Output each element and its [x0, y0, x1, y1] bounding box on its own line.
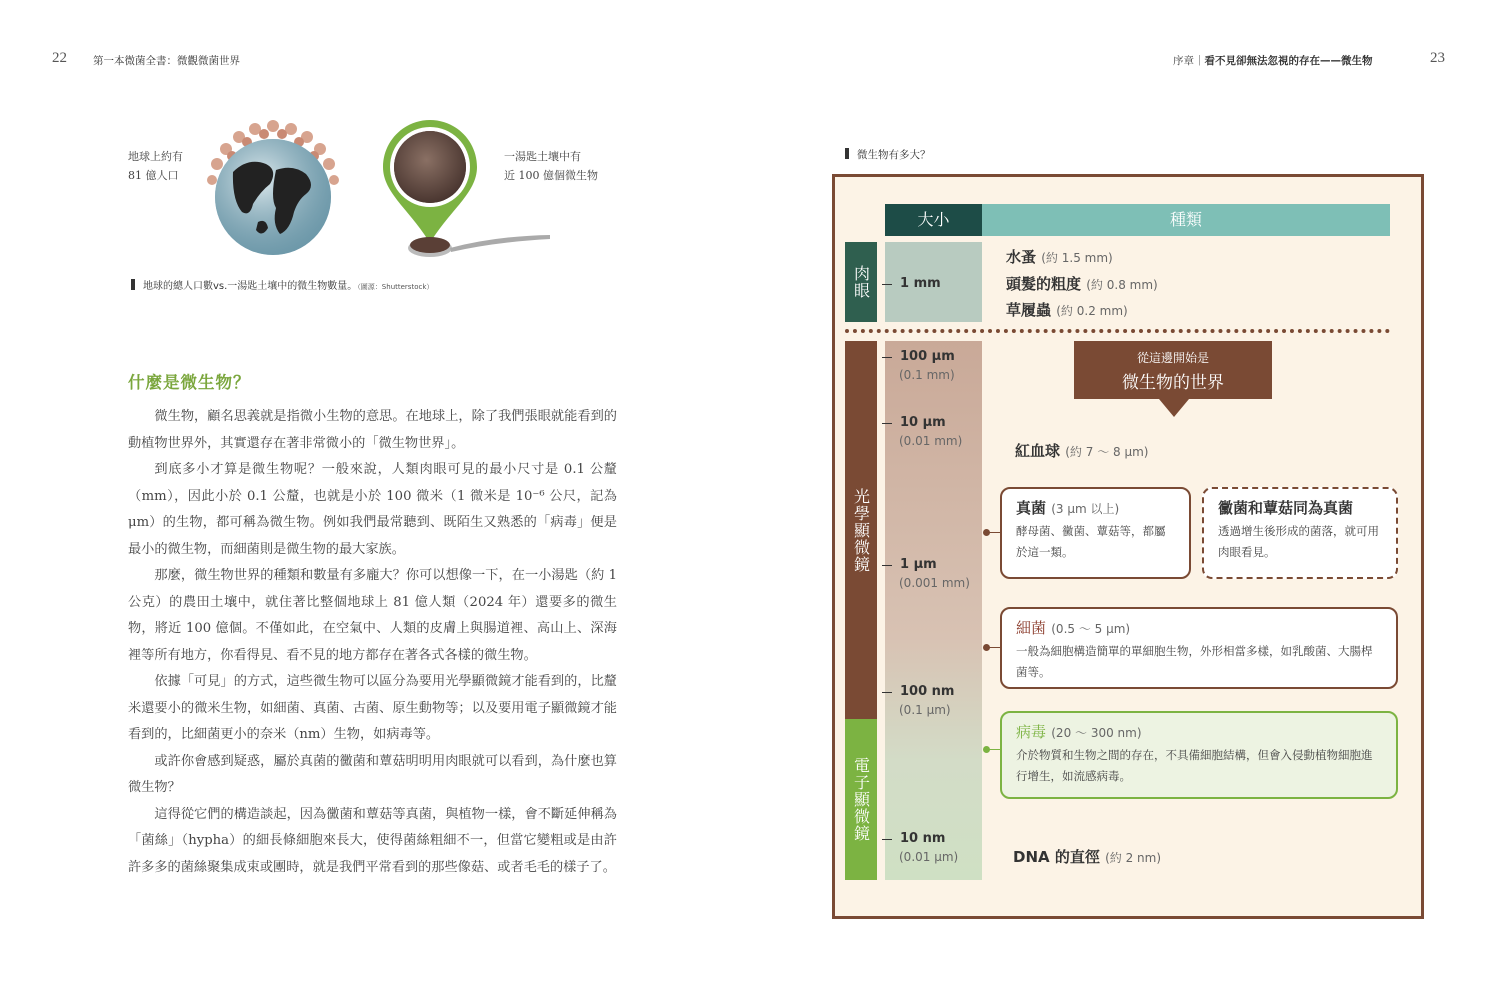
paragraph-3: 那麼，微生物世界的種類和數量有多龐大？你可以想像一下，在一小湯匙（約 1 公克）的農田土壤中，就住著比整個地球上 81 億人類（2024 年）還要多的微生物，將近 100 億個。不僅如此，在空氣中、人類的皮膚上與腸道裡、高山上、深海裡等所有地方，你看得見、看不見的地方都存在著各式各樣的微生物。 — [128, 568, 617, 663]
header-size: 大小 — [885, 204, 982, 236]
tick-mark — [882, 357, 892, 358]
bar-electron-microscope: 電子顯微鏡 — [845, 719, 877, 880]
tick-sub-10um: (0.01 mm) — [899, 434, 963, 448]
population-label — [128, 147, 183, 185]
fungi-title: 真菌 — [1016, 499, 1047, 517]
bacteria-title: 細菌 — [1016, 619, 1047, 637]
section-title: 什麼是微生物？ — [128, 373, 251, 392]
paragraph-2: 到底多小才算是微生物呢？一般來說，人類肉眼可見的最小尺寸是 0.1 公釐（mm），因此小於 0.1 公釐，也就是小於 100 微米（1 微米是 10⁻⁶ 公尺，記為 μm）的生物，都可稱為微生物。例如我們最常聽到、既陌生又熟悉的「病毒」便是最小的微生物，而細菌則是微生物的最大家族。 — [128, 462, 617, 557]
connector-dot — [983, 529, 990, 536]
bacteria-box — [1000, 607, 1398, 689]
paragraph-5: 或許你會感到疑惑，屬於真菌的黴菌和蕈菇明明用肉眼就可以看到，為什麼也算微生物？ — [128, 753, 617, 795]
running-head-prefix: 序章｜ — [1173, 55, 1205, 67]
tick-label-1um: 1 μm — [900, 557, 937, 572]
body-text — [128, 404, 617, 881]
item-note: (約 0.8 mm) — [1086, 278, 1158, 292]
virus-size: (20 ～ 300 nm) — [1051, 726, 1142, 740]
item-note: (約 0.2 mm) — [1056, 304, 1128, 318]
caption-marker — [131, 279, 135, 290]
tick-mark — [882, 423, 892, 424]
paragraph-1: 微生物，顧名思義就是指微小生物的意思。在地球上，除了我們張眼就能看到的動植物世界外，其實還存在著非常微小的「微生物世界」。 — [128, 409, 617, 451]
microbe-boundary-line — [845, 329, 1390, 333]
fungi-box — [1000, 487, 1191, 579]
tick-sub-1um: (0.001 mm) — [899, 576, 970, 590]
caption-source: （圖源：Shutterstock） — [357, 283, 434, 291]
tick-sub-10nm: (0.01 μm) — [899, 850, 959, 864]
tick-mark — [882, 284, 892, 285]
bar-naked-eye: 肉眼 — [845, 242, 877, 322]
running-head-left: 第一本微菌全書：微觀微菌世界 — [93, 55, 240, 67]
figure-caption — [131, 277, 433, 292]
fungi-desc: 酵母菌、黴菌、蕈菇等，都屬於這一類。 — [1016, 524, 1166, 559]
tick-sub-100nm: (0.1 μm) — [899, 703, 951, 717]
callout-line1: 從這邊開始是 — [1136, 351, 1209, 365]
page-number-right: 23 — [1430, 50, 1445, 66]
virus-title: 病毒 — [1016, 723, 1047, 741]
virus-desc: 介於物質和生物之間的存在，不具備細胞結構，但會入侵動植物細胞進行增生，如流感病毒。 — [1016, 748, 1373, 783]
earth-people-illustration — [198, 112, 348, 262]
connector-dot — [983, 746, 990, 753]
item-paramecium — [1006, 299, 1128, 320]
bar-optical-microscope: 光學顯微鏡 — [845, 341, 877, 719]
microbe-world-callout — [1074, 341, 1272, 399]
paragraph-6: 這得從它們的構造談起，因為黴菌和蕈菇等真菌，與植物一樣，會不斷延伸稱為「菌絲」（hypha）的細長條細胞來長大，使得菌絲粗細不一，但當它變粗或是由許許多多的菌絲聚集成束或團時，就是我們平常看到的那些像菇、或者毛毛的樣子了。 — [128, 806, 617, 875]
bacteria-desc: 一般為細胞構造簡單的單細胞生物，外形相當多樣，如乳酸菌、大腸桿菌等。 — [1016, 644, 1373, 679]
fungi-size: (3 μm 以上) — [1051, 502, 1120, 516]
chart-title-text: 微生物有多大？ — [857, 149, 931, 161]
mold-note-box — [1202, 487, 1398, 579]
soil-spoon-illustration — [375, 118, 555, 268]
page-number-left: 22 — [52, 50, 67, 66]
tick-label-10nm: 10 nm — [900, 831, 946, 846]
tick-mark — [882, 565, 892, 566]
population-label-line2: 81 億人口 — [128, 169, 179, 182]
header-type: 種類 — [982, 204, 1390, 236]
connector-dot — [983, 644, 990, 651]
item-name: 紅血球 — [1015, 442, 1061, 460]
paragraph-4: 依據「可見」的方式，這些微生物可以區分為要用光學顯微鏡才能看到的，比釐米還要小的微米生物，如細菌、真菌、古菌、原生動物等；以及要用電子顯微鏡才能看到的，比細菌更小的奈米（nm）生物，如病毒等。 — [128, 674, 617, 742]
caption-text: 地球的總人口數vs.一湯匙土壤中的微生物數量。 — [143, 281, 358, 292]
item-note: (約 7 ～ 8 μm) — [1065, 445, 1149, 459]
soil-label-line1: 一湯匙土壤中有 — [504, 150, 581, 163]
item-name: DNA 的直徑 — [1013, 848, 1100, 866]
tick-sub-100um: (0.1 mm) — [899, 368, 955, 382]
item-note: (約 1.5 mm) — [1041, 251, 1113, 265]
chart-title — [845, 147, 931, 162]
mold-note-title: 黴菌和蕈菇同為真菌 — [1218, 499, 1354, 517]
item-dna — [1013, 846, 1161, 867]
item-red-blood-cell — [1015, 440, 1148, 461]
mold-note-desc: 透過增生後形成的菌落，就可用肉眼看見。 — [1218, 524, 1379, 559]
tick-label-100nm: 100 nm — [900, 684, 955, 699]
soil-label-line2: 近 100 億個微生物 — [504, 169, 598, 182]
item-name: 水蚤 — [1006, 248, 1037, 266]
bacteria-size: (0.5 ～ 5 μm) — [1051, 622, 1131, 636]
running-head-title: 看不見卻無法忽視的存在——微生物 — [1204, 55, 1373, 67]
tick-mark — [882, 839, 892, 840]
tick-label-100um: 100 μm — [900, 349, 955, 364]
virus-box — [1000, 711, 1398, 799]
tick-mark — [882, 692, 892, 693]
population-label-line1: 地球上約有 — [128, 150, 183, 163]
tick-label-10um: 10 μm — [900, 415, 946, 430]
item-note: (約 2 nm) — [1105, 851, 1162, 865]
callout-line2: 微生物的世界 — [1122, 373, 1224, 393]
chart-title-marker — [845, 148, 849, 159]
item-name: 草履蟲 — [1006, 301, 1052, 319]
tick-label-1mm: 1 mm — [900, 276, 941, 291]
running-head-right — [1173, 53, 1373, 68]
soil-label — [504, 147, 598, 185]
item-hair — [1006, 273, 1158, 294]
item-water-flea — [1006, 246, 1113, 267]
item-name: 頭髮的粗度 — [1006, 275, 1082, 293]
callout-arrow — [1159, 399, 1189, 417]
